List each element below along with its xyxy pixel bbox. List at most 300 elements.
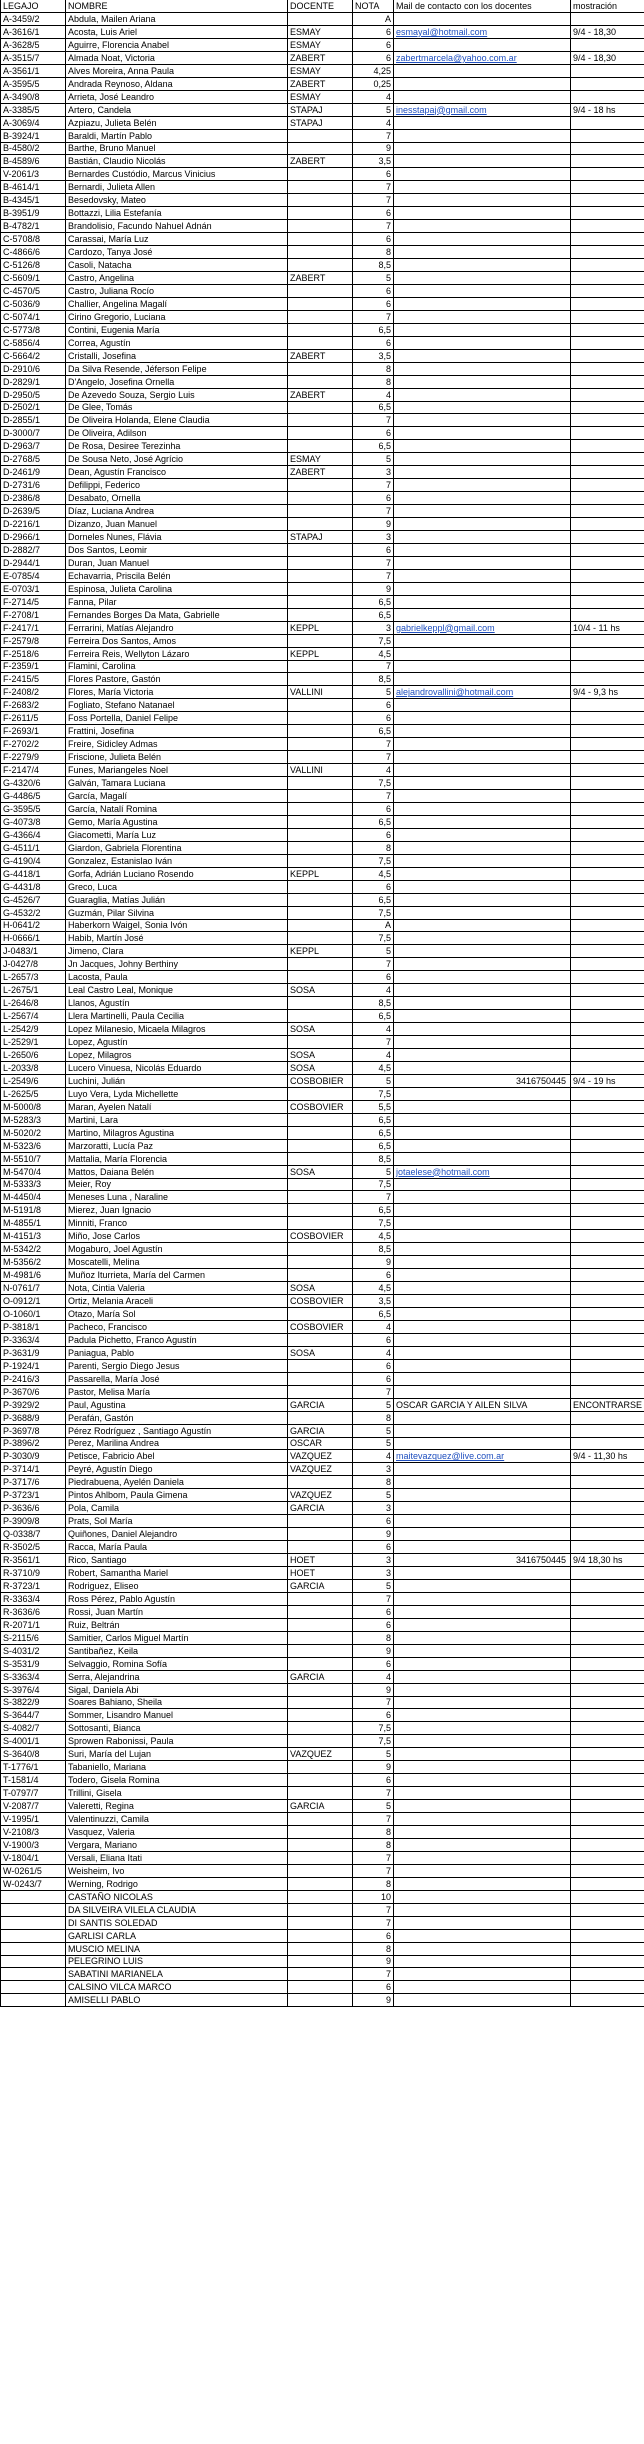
cell-docente: OSCAR <box>288 1437 353 1450</box>
cell-nota: 7 <box>353 1968 394 1981</box>
table-row <box>0 660 644 673</box>
cell-mostracion <box>571 1528 644 1541</box>
cell-legajo: F-2693/1 <box>0 725 66 738</box>
cell-docente <box>288 220 353 233</box>
cell-nota: 7,5 <box>353 1722 394 1735</box>
cell-docente: ESMAY <box>288 26 353 39</box>
cell-nota: 3,5 <box>353 1295 394 1308</box>
cell-docente: VAZQUEZ <box>288 1450 353 1463</box>
cell-mostracion <box>571 1476 644 1489</box>
cell-mail <box>394 1891 571 1904</box>
cell-nota: 8 <box>353 1632 394 1645</box>
cell-legajo: L-2542/9 <box>0 1023 66 1036</box>
cell-mostracion <box>571 220 644 233</box>
cell-mostracion <box>571 907 644 920</box>
cell-nota: 6,5 <box>353 324 394 337</box>
cell-docente: SOSA <box>288 984 353 997</box>
cell-legajo: G-4190/4 <box>0 855 66 868</box>
cell-mostracion <box>571 738 644 751</box>
cell-mostracion <box>571 427 644 440</box>
cell-nombre: Santibañez, Keila <box>66 1645 288 1658</box>
cell-mostracion <box>571 324 644 337</box>
cell-nota: 5 <box>353 686 394 699</box>
cell-docente <box>288 777 353 790</box>
cell-nota: 4,25 <box>353 65 394 78</box>
cell-nombre: Racca, María Paula <box>66 1541 288 1554</box>
cell-nota: 7 <box>353 1787 394 1800</box>
cell-mostracion <box>571 1748 644 1761</box>
cell-nombre: Fernandes Borges Da Mata, Gabrielle <box>66 609 288 622</box>
cell-mostracion <box>571 1606 644 1619</box>
cell-mail <box>394 855 571 868</box>
cell-nota: 6,5 <box>353 725 394 738</box>
cell-nombre: DA SILVEIRA VILELA CLAUDIA <box>66 1904 288 1917</box>
cell-legajo: B-3924/1 <box>0 130 66 143</box>
cell-nombre: Perez, Marilina Andrea <box>66 1437 288 1450</box>
table-row <box>0 13 644 26</box>
cell-mostracion <box>571 790 644 803</box>
cell-nota: 7 <box>353 1917 394 1930</box>
table-row <box>0 1878 644 1891</box>
cell-docente <box>288 363 353 376</box>
cell-nombre: Padula Pichetto, Franco Agustín <box>66 1334 288 1347</box>
cell-docente <box>288 1852 353 1865</box>
table-row <box>0 1606 644 1619</box>
cell-mostracion <box>571 1153 644 1166</box>
cell-nombre: Mogaburo, Joel Agustín <box>66 1243 288 1256</box>
cell-nota: 7 <box>353 660 394 673</box>
table-row <box>0 1088 644 1101</box>
cell-nombre: Ross Pérez, Pablo Agustín <box>66 1593 288 1606</box>
cell-nota: 5 <box>353 1399 394 1412</box>
cell-legajo <box>0 1955 66 1968</box>
cell-mail <box>394 1463 571 1476</box>
cell-docente <box>288 609 353 622</box>
cell-docente <box>288 518 353 531</box>
cell-docente <box>288 829 353 842</box>
table-row <box>0 919 644 932</box>
cell-docente <box>288 1127 353 1140</box>
table-row <box>0 544 644 557</box>
cell-docente <box>288 1632 353 1645</box>
cell-docente <box>288 337 353 350</box>
cell-nota: 6 <box>353 26 394 39</box>
cell-docente: ESMAY <box>288 39 353 52</box>
table-row <box>0 1528 644 1541</box>
cell-mail <box>394 350 571 363</box>
table-row <box>0 1994 644 2007</box>
cell-legajo: D-2882/7 <box>0 544 66 557</box>
cell-docente <box>288 1153 353 1166</box>
cell-legajo: V-2108/3 <box>0 1826 66 1839</box>
cell-nombre: Valeretti, Regina <box>66 1800 288 1813</box>
cell-docente: SOSA <box>288 1166 353 1179</box>
cell-nombre: Castro, Angelina <box>66 272 288 285</box>
cell-docente <box>288 596 353 609</box>
cell-nombre: PELEGRINO LUIS <box>66 1955 288 1968</box>
cell-nombre: Brandolisio, Facundo Nahuel Adnán <box>66 220 288 233</box>
table-row <box>0 958 644 971</box>
cell-nombre: Prats, Sol María <box>66 1515 288 1528</box>
cell-nota: 4 <box>353 1321 394 1334</box>
cell-docente: GARCIA <box>288 1671 353 1684</box>
table-row <box>0 596 644 609</box>
table-row <box>0 1450 644 1463</box>
cell-legajo: O-0912/1 <box>0 1295 66 1308</box>
cell-nota: 4 <box>353 1023 394 1036</box>
cell-legajo: V-1995/1 <box>0 1813 66 1826</box>
cell-mail <box>394 1049 571 1062</box>
cell-mail[interactable]: inesstapaj@gmail.com <box>394 104 571 117</box>
table-row <box>0 324 644 337</box>
table-row <box>0 505 644 518</box>
cell-docente <box>288 919 353 932</box>
cell-mail <box>394 1334 571 1347</box>
cell-mostracion <box>571 91 644 104</box>
cell-nota: A <box>353 919 394 932</box>
cell-mail <box>394 1709 571 1722</box>
cell-mostracion <box>571 376 644 389</box>
cell-nota: 3 <box>353 622 394 635</box>
cell-mostracion <box>571 181 644 194</box>
cell-mostracion <box>571 1593 644 1606</box>
cell-mostracion <box>571 1904 644 1917</box>
cell-legajo: T-1581/4 <box>0 1774 66 1787</box>
cell-docente <box>288 855 353 868</box>
cell-mail <box>394 285 571 298</box>
cell-legajo: R-3502/5 <box>0 1541 66 1554</box>
cell-legajo: D-2461/9 <box>0 466 66 479</box>
cell-docente <box>288 1308 353 1321</box>
table-row <box>0 1360 644 1373</box>
cell-legajo: D-2731/6 <box>0 479 66 492</box>
cell-mail <box>394 414 571 427</box>
table-row <box>0 1632 644 1645</box>
cell-nombre: DI SANTIS SOLEDAD <box>66 1917 288 1930</box>
cell-nombre: Marzoratti, Lucía Paz <box>66 1140 288 1153</box>
cell-mail[interactable]: esmayal@hotmail.com <box>394 26 571 39</box>
cell-mail[interactable]: zabertmarcela@yahoo.com.ar <box>394 52 571 65</box>
cell-legajo: F-2611/5 <box>0 712 66 725</box>
cell-nota: 4 <box>353 1049 394 1062</box>
cell-docente: ZABERT <box>288 78 353 91</box>
cell-mail <box>394 945 571 958</box>
cell-legajo: V-1900/3 <box>0 1839 66 1852</box>
cell-legajo: C-4866/6 <box>0 246 66 259</box>
cell-nombre: Acosta, Luis Ariel <box>66 26 288 39</box>
cell-mail <box>394 816 571 829</box>
cell-mail <box>394 570 571 583</box>
cell-nota: 5 <box>353 104 394 117</box>
cell-legajo: B-4589/6 <box>0 155 66 168</box>
cell-legajo: A-3561/1 <box>0 65 66 78</box>
cell-nombre: Llanos, Agustín <box>66 997 288 1010</box>
cell-mostracion <box>571 945 644 958</box>
cell-mail <box>394 1619 571 1632</box>
cell-legajo <box>0 1968 66 1981</box>
cell-mail <box>394 609 571 622</box>
cell-mail[interactable]: jotaelese@hotmail.com <box>394 1166 571 1179</box>
cell-nota: 6 <box>353 168 394 181</box>
cell-mostracion <box>571 1010 644 1023</box>
cell-nota: 6 <box>353 1774 394 1787</box>
cell-nombre: Lopez, Agustín <box>66 1036 288 1049</box>
cell-docente <box>288 790 353 803</box>
cell-mail <box>394 751 571 764</box>
cell-legajo: L-2529/1 <box>0 1036 66 1049</box>
table-row <box>0 609 644 622</box>
cell-mail <box>394 1968 571 1981</box>
cell-mostracion <box>571 1632 644 1645</box>
cell-nota: 8,5 <box>353 1153 394 1166</box>
cell-mail <box>394 142 571 155</box>
cell-legajo: P-3688/9 <box>0 1412 66 1425</box>
cell-mostracion <box>571 337 644 350</box>
cell-mail <box>394 1386 571 1399</box>
cell-mail <box>394 1502 571 1515</box>
cell-docente: KEPPL <box>288 945 353 958</box>
table-row <box>0 376 644 389</box>
cell-docente <box>288 1878 353 1891</box>
cell-nombre: Duran, Juan Manuel <box>66 557 288 570</box>
cell-nombre: Dorneles Nunes, Flávia <box>66 531 288 544</box>
cell-nombre: De Rosa, Desiree Terezinha <box>66 440 288 453</box>
cell-nombre: Contini, Eugenia María <box>66 324 288 337</box>
cell-legajo: G-4418/1 <box>0 868 66 881</box>
cell-mostracion <box>571 1994 644 2007</box>
cell-legajo: M-5342/2 <box>0 1243 66 1256</box>
cell-mail <box>394 117 571 130</box>
cell-nota: 6,5 <box>353 1308 394 1321</box>
cell-legajo: S-2115/6 <box>0 1632 66 1645</box>
cell-docente: VALLINI <box>288 764 353 777</box>
table-row <box>0 1476 644 1489</box>
cell-legajo: S-3976/4 <box>0 1684 66 1697</box>
cell-mostracion <box>571 583 644 596</box>
cell-mostracion <box>571 1321 644 1334</box>
cell-nota: 6 <box>353 712 394 725</box>
cell-legajo: C-5664/2 <box>0 350 66 363</box>
cell-nota: 6 <box>353 1515 394 1528</box>
cell-mail <box>394 997 571 1010</box>
cell-nombre: Guaraglia, Matías Julián <box>66 894 288 907</box>
cell-docente <box>288 1645 353 1658</box>
cell-mail <box>394 932 571 945</box>
table-row <box>0 1787 644 1800</box>
cell-nota: 5 <box>353 1437 394 1450</box>
cell-legajo: L-2657/3 <box>0 971 66 984</box>
cell-docente <box>288 1541 353 1554</box>
cell-legajo: S-4082/7 <box>0 1722 66 1735</box>
cell-legajo: M-5191/8 <box>0 1204 66 1217</box>
cell-mostracion <box>571 389 644 402</box>
table-row <box>0 894 644 907</box>
cell-nombre: Dos Santos, Leomir <box>66 544 288 557</box>
cell-docente <box>288 997 353 1010</box>
cell-docente <box>288 130 353 143</box>
cell-nota: 6 <box>353 298 394 311</box>
table-row <box>0 1891 644 1904</box>
table-row <box>0 1075 644 1088</box>
cell-docente: VAZQUEZ <box>288 1489 353 1502</box>
cell-legajo: W-0261/5 <box>0 1865 66 1878</box>
cell-mail <box>394 1904 571 1917</box>
cell-mail[interactable]: alejandrovallini@hotmail.com <box>394 686 571 699</box>
cell-legajo: E-0785/4 <box>0 570 66 583</box>
cell-nombre: De Azevedo Souza, Sergio Luis <box>66 389 288 402</box>
cell-mail <box>394 1269 571 1282</box>
cell-docente <box>288 751 353 764</box>
cell-nombre: Miño, Jose Carlos <box>66 1230 288 1243</box>
table-row <box>0 1243 644 1256</box>
cell-mostracion <box>571 1671 644 1684</box>
cell-nota: 4,5 <box>353 648 394 661</box>
cell-legajo: P-1924/1 <box>0 1360 66 1373</box>
cell-docente <box>288 1334 353 1347</box>
cell-legajo: P-3030/9 <box>0 1450 66 1463</box>
cell-docente <box>288 803 353 816</box>
table-row <box>0 699 644 712</box>
cell-nombre: Lopez, Milagros <box>66 1049 288 1062</box>
table-row <box>0 1658 644 1671</box>
cell-nota: 4 <box>353 1671 394 1684</box>
cell-nombre: Andrada Reynoso, Aldana <box>66 78 288 91</box>
cell-mostracion <box>571 1204 644 1217</box>
table-row <box>0 1722 644 1735</box>
cell-mail <box>394 531 571 544</box>
table-row <box>0 1127 644 1140</box>
cell-legajo: C-5708/8 <box>0 233 66 246</box>
cell-nombre: Azpiazu, Julieta Belén <box>66 117 288 130</box>
cell-mostracion <box>571 1930 644 1943</box>
table-row <box>0 1968 644 1981</box>
cell-legajo: M-5356/2 <box>0 1256 66 1269</box>
cell-mostracion <box>571 1489 644 1502</box>
cell-mostracion <box>571 1580 644 1593</box>
cell-mail <box>394 1088 571 1101</box>
cell-nota: 6,5 <box>353 440 394 453</box>
table-row <box>0 1295 644 1308</box>
cell-docente <box>288 1515 353 1528</box>
cell-nota: 5,5 <box>353 1101 394 1114</box>
cell-mostracion <box>571 1709 644 1722</box>
cell-nombre: Peyré, Agustín Diego <box>66 1463 288 1476</box>
table-row <box>0 1839 644 1852</box>
cell-nota: 7 <box>353 738 394 751</box>
cell-mostracion <box>571 65 644 78</box>
cell-nombre: Luchini, Julián <box>66 1075 288 1088</box>
cell-nombre: Trillini, Gisela <box>66 1787 288 1800</box>
cell-docente <box>288 324 353 337</box>
cell-mostracion <box>571 932 644 945</box>
cell-mostracion <box>571 1761 644 1774</box>
cell-nota: 7 <box>353 1813 394 1826</box>
cell-nota: 8,5 <box>353 259 394 272</box>
cell-nombre: Bottazzi, Lilia Estefanía <box>66 207 288 220</box>
cell-docente: ZABERT <box>288 272 353 285</box>
cell-docente <box>288 1619 353 1632</box>
cell-mail[interactable]: gabrielkeppl@gmail.com <box>394 622 571 635</box>
table-row <box>0 984 644 997</box>
cell-mail[interactable]: maitevazquez@live.com.ar <box>394 1450 571 1463</box>
cell-docente <box>288 958 353 971</box>
table-row <box>0 945 644 958</box>
cell-mostracion <box>571 414 644 427</box>
cell-docente <box>288 557 353 570</box>
cell-mostracion <box>571 1515 644 1528</box>
cell-mail <box>394 401 571 414</box>
cell-legajo: P-3631/9 <box>0 1347 66 1360</box>
cell-legajo: M-4151/3 <box>0 1230 66 1243</box>
cell-legajo: F-2417/1 <box>0 622 66 635</box>
cell-docente <box>288 1010 353 1023</box>
cell-legajo: S-3531/9 <box>0 1658 66 1671</box>
table-row <box>0 1735 644 1748</box>
cell-docente: SOSA <box>288 1049 353 1062</box>
table-row <box>0 1230 644 1243</box>
cell-docente <box>288 207 353 220</box>
cell-mostracion <box>571 194 644 207</box>
cell-nota: 8 <box>353 1943 394 1956</box>
cell-docente <box>288 427 353 440</box>
table-row <box>0 130 644 143</box>
table-row <box>0 1761 644 1774</box>
cell-nombre: Mattos, Daiana Belén <box>66 1166 288 1179</box>
cell-nombre: Cardozo, Tanya José <box>66 246 288 259</box>
cell-nota: 7 <box>353 751 394 764</box>
cell-legajo: J-0483/1 <box>0 945 66 958</box>
cell-nombre: Carassai, María Luz <box>66 233 288 246</box>
cell-nota: 9 <box>353 1256 394 1269</box>
cell-nombre: Pastor, Melisa María <box>66 1386 288 1399</box>
table-row <box>0 1023 644 1036</box>
cell-legajo: A-3069/4 <box>0 117 66 130</box>
table-row <box>0 52 644 65</box>
cell-mostracion <box>571 142 644 155</box>
cell-mail <box>394 1800 571 1813</box>
cell-mostracion <box>571 1373 644 1386</box>
cell-mail <box>394 738 571 751</box>
cell-legajo: L-2675/1 <box>0 984 66 997</box>
table-row <box>0 1502 644 1515</box>
table-row <box>0 350 644 363</box>
cell-mail <box>394 1243 571 1256</box>
cell-docente: GARCIA <box>288 1580 353 1593</box>
cell-mail: 3416750445 <box>394 1554 571 1567</box>
cell-mostracion <box>571 557 644 570</box>
cell-legajo: A-3515/7 <box>0 52 66 65</box>
cell-docente: KEPPL <box>288 648 353 661</box>
cell-nota: 6,5 <box>353 401 394 414</box>
table-row <box>0 842 644 855</box>
cell-nombre: Alves Moreira, Anna Paula <box>66 65 288 78</box>
cell-mail <box>394 1476 571 1489</box>
cell-mail <box>394 544 571 557</box>
cell-nota: 6 <box>353 881 394 894</box>
cell-nombre: Bernardes Custódio, Marcus Vinicius <box>66 168 288 181</box>
cell-nombre: Gorfa, Adrián Luciano Rosendo <box>66 868 288 881</box>
cell-nota: 3 <box>353 1463 394 1476</box>
cell-docente: COSBOVIER <box>288 1230 353 1243</box>
cell-legajo: M-5000/8 <box>0 1101 66 1114</box>
cell-mail <box>394 894 571 907</box>
cell-docente <box>288 1256 353 1269</box>
cell-legajo <box>0 1917 66 1930</box>
cell-mail <box>394 583 571 596</box>
cell-nota: 3 <box>353 1567 394 1580</box>
cell-docente <box>288 1865 353 1878</box>
cell-nombre: Frattini, Josefina <box>66 725 288 738</box>
